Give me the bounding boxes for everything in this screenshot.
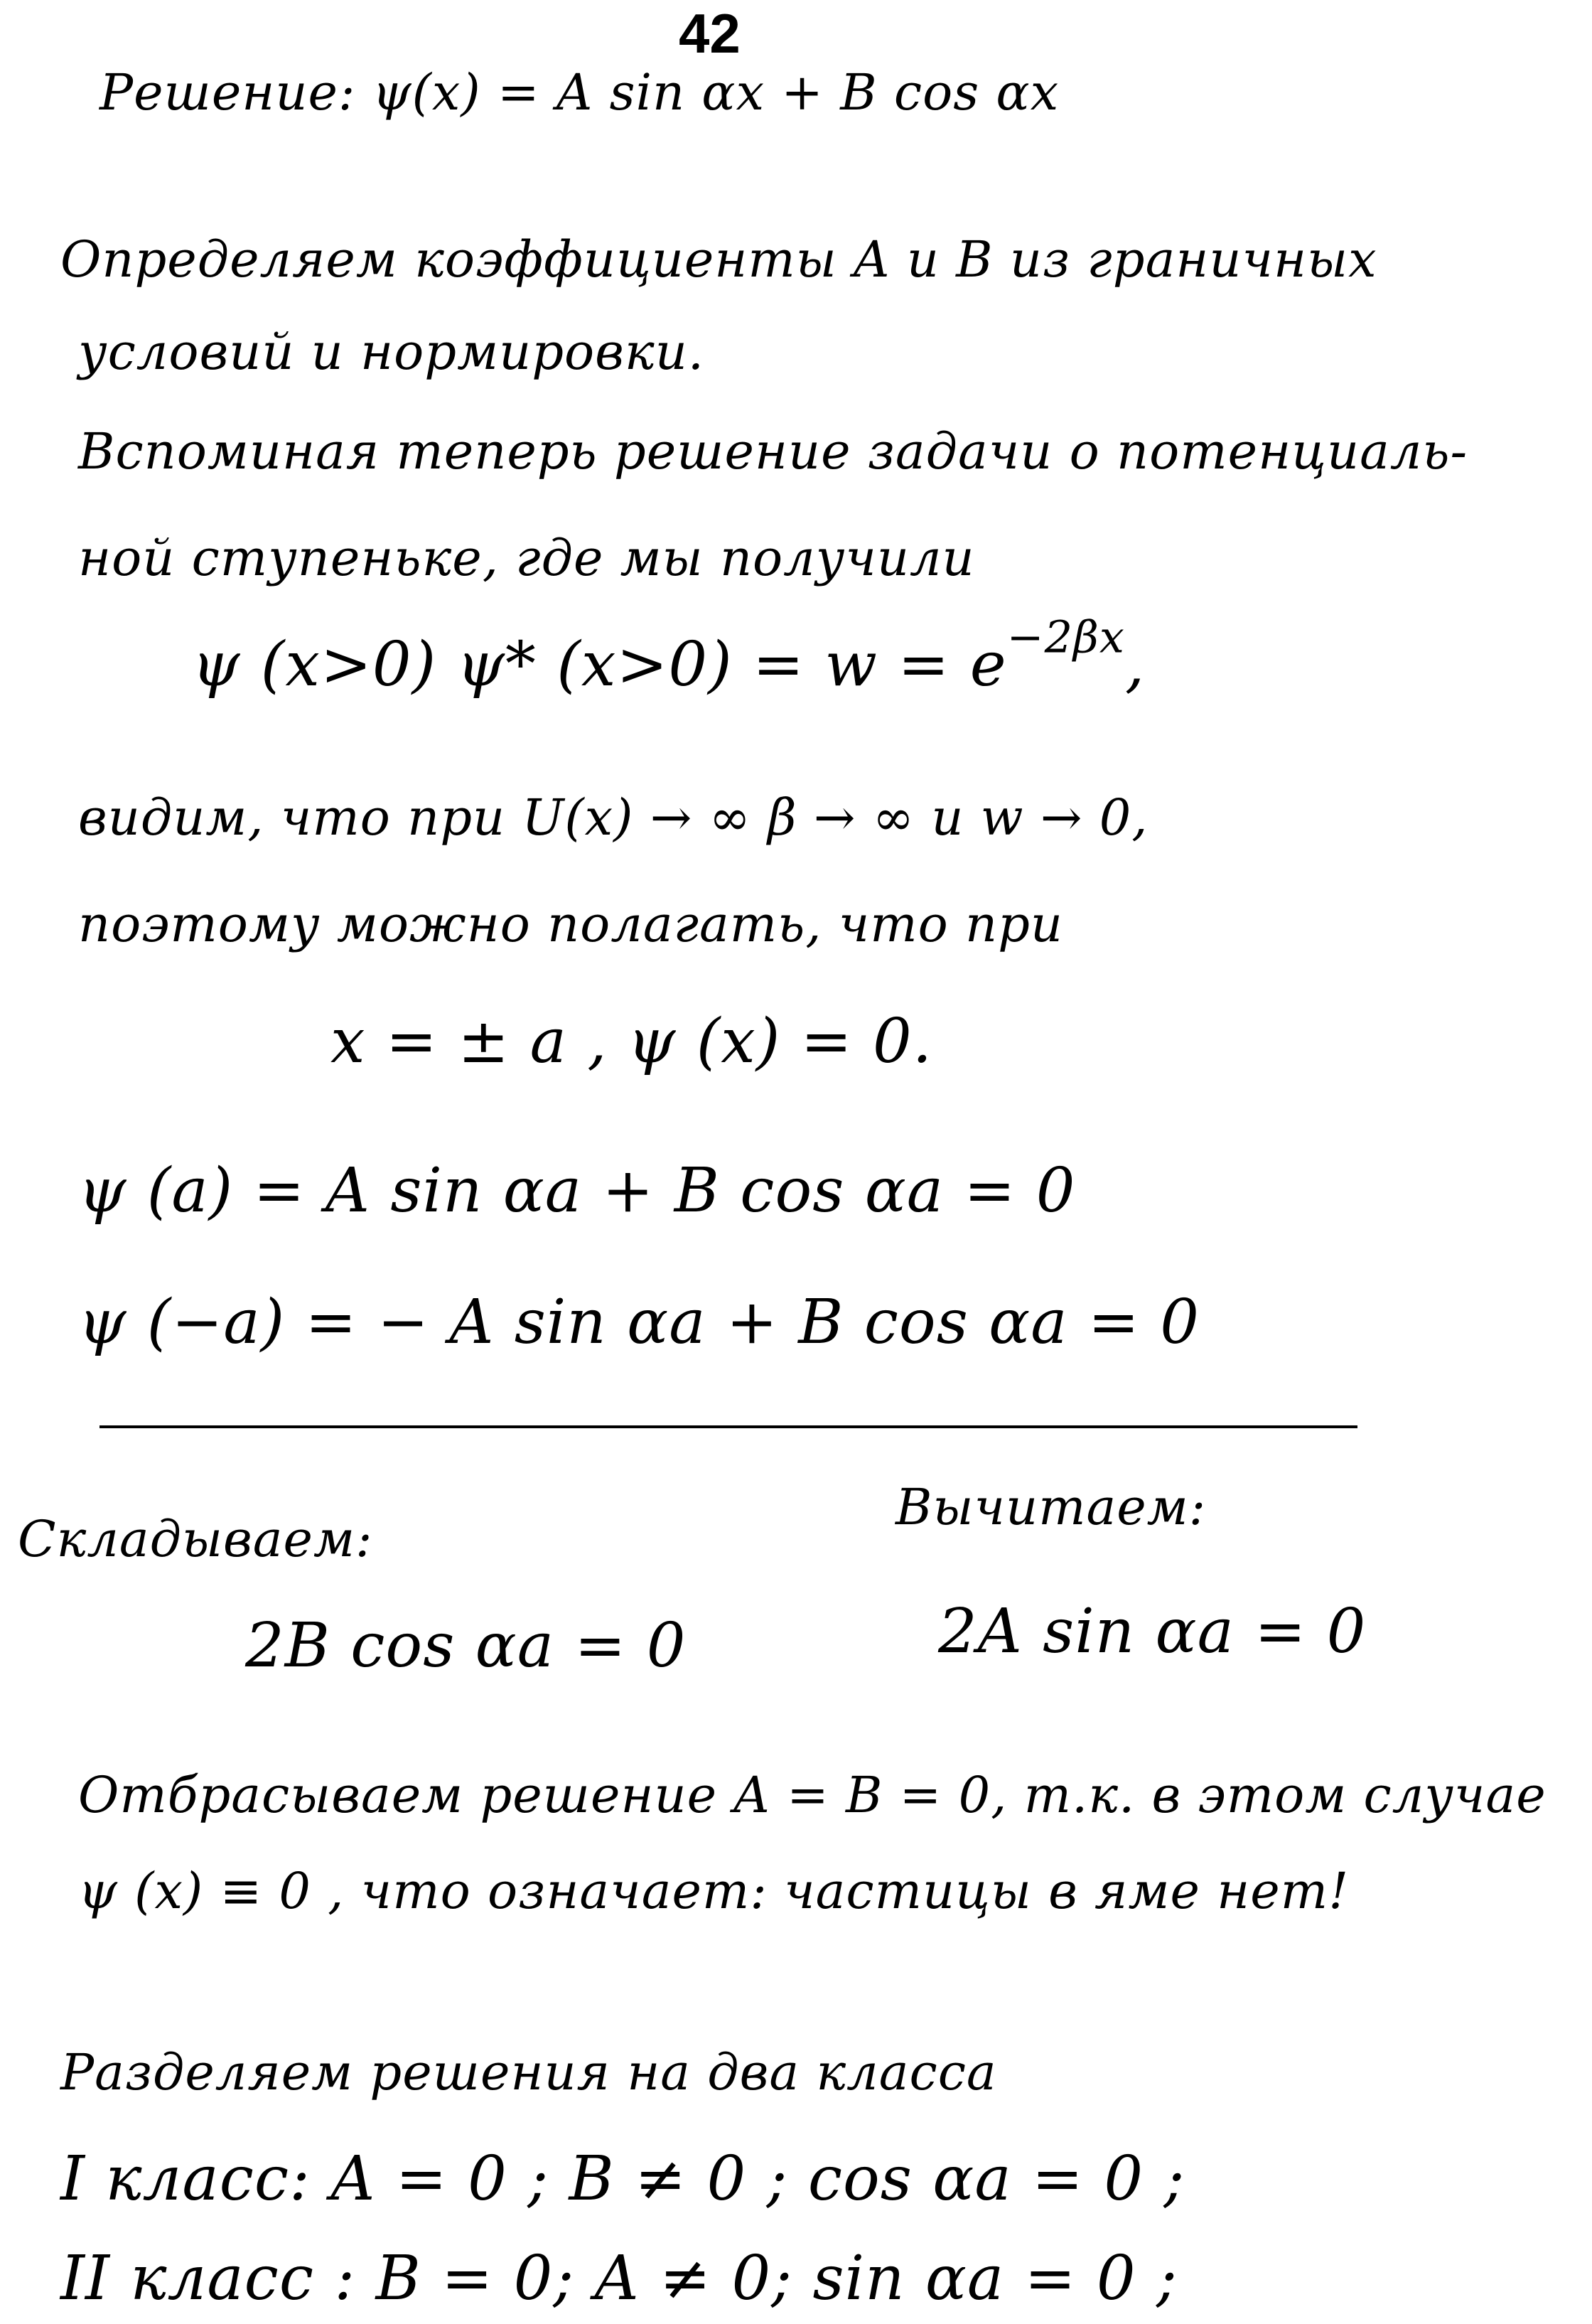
formula-comma: ,	[1124, 629, 1146, 700]
psi-a-equation: ψ (a) = A sin αa + B cos αa = 0	[78, 1155, 1076, 1226]
page-number: 42	[679, 2, 741, 65]
classes-intro: Разделяем решения на два класса	[60, 2043, 997, 2101]
subtract-result: 2A sin αa = 0	[938, 1596, 1367, 1667]
discard-line-2: ψ (x) ≡ 0 , что означает: частицы в яме нет!	[78, 1862, 1350, 1920]
class-two: II класс : B = 0; A ≠ 0; sin αa = 0 ;	[60, 2243, 1178, 2314]
add-label: Складываем:	[18, 1510, 373, 1568]
see-line-2: поэтому можно полагать, что при	[78, 895, 1064, 953]
exponent: −2βx	[1006, 611, 1125, 663]
boundary-condition: x = ± a , ψ (x) = 0.	[330, 1006, 933, 1077]
probability-density-main: ψ (x>0) ψ* (x>0) = w = e	[192, 629, 1007, 700]
psi-minus-a-equation: ψ (−a) = − A sin αa + B cos αa = 0	[78, 1287, 1200, 1358]
discard-line-1: Отбрасываем решение A = B = 0, т.к. в этом случае	[78, 1766, 1547, 1824]
divider-line	[100, 1425, 1357, 1428]
class-one: I класс: A = 0 ; B ≠ 0 ; cos αa = 0 ;	[60, 2143, 1185, 2215]
subtract-label: Вычитаем:	[896, 1478, 1207, 1536]
solution-line: Решение: ψ(x) = A sin αx + B cos αx	[100, 63, 1060, 122]
recall-line-1: Вспоминая теперь решение задачи о потенциаль-	[78, 422, 1468, 481]
coefficients-line-1: Определяем коэффициенты A и B из граничных	[60, 230, 1377, 289]
see-line-1: видим, что при U(x) → ∞ β → ∞ и w → 0,	[78, 788, 1149, 847]
recall-line-2: ной ступеньке, где мы получили	[78, 529, 975, 587]
coefficients-line-2: условий и нормировки.	[78, 323, 705, 381]
add-result: 2B cos αa = 0	[245, 1610, 687, 1681]
probability-density-formula	[192, 611, 1146, 704]
